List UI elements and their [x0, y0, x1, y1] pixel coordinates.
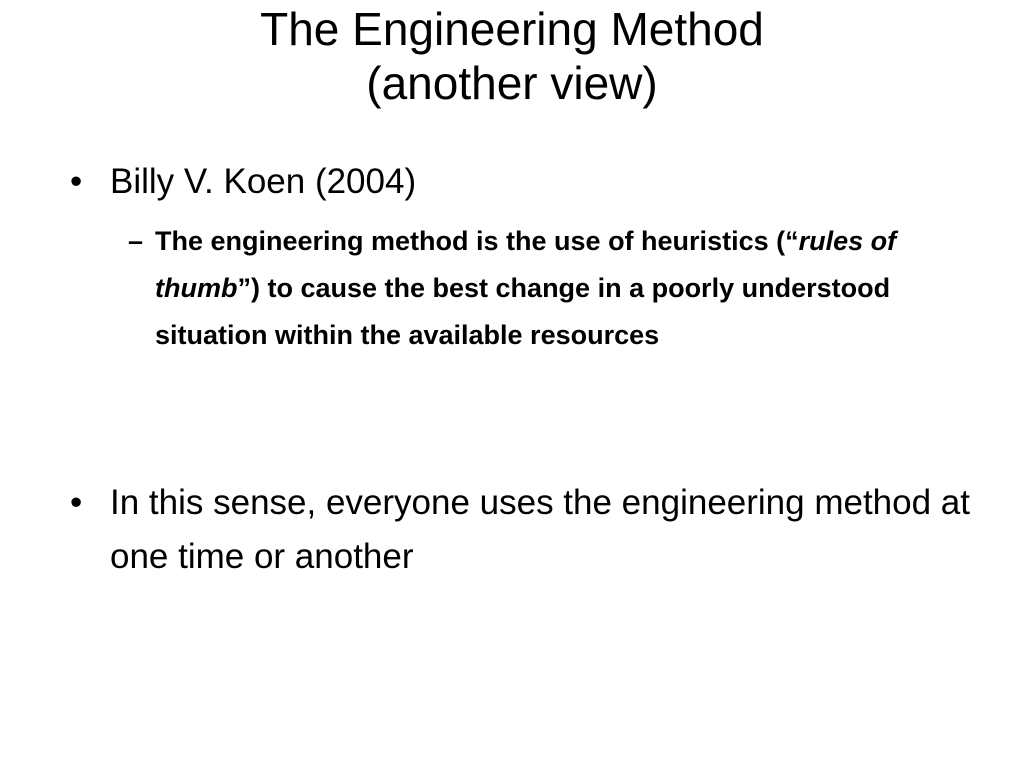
bullet-icon: •: [70, 483, 83, 522]
definition-emphasis: rules of thumb: [155, 226, 897, 303]
dash-icon: –: [128, 226, 144, 256]
bullet-text: In this sense, everyone uses the engineering method at one time or another: [110, 483, 970, 576]
bullet-text: Billy V. Koen (2004): [110, 162, 417, 201]
definition-part-1: The engineering method is the use of heuristics (“: [155, 226, 799, 256]
definition-part-2: ”) to cause the best change in a poorly understood situation within the available resources: [155, 273, 891, 350]
sub-bullet-text: [155, 218, 965, 359]
slide-title-line-2: (another view): [366, 57, 658, 109]
bullet-icon: •: [70, 162, 83, 201]
slide-title-line-1: The Engineering Method: [260, 3, 764, 55]
